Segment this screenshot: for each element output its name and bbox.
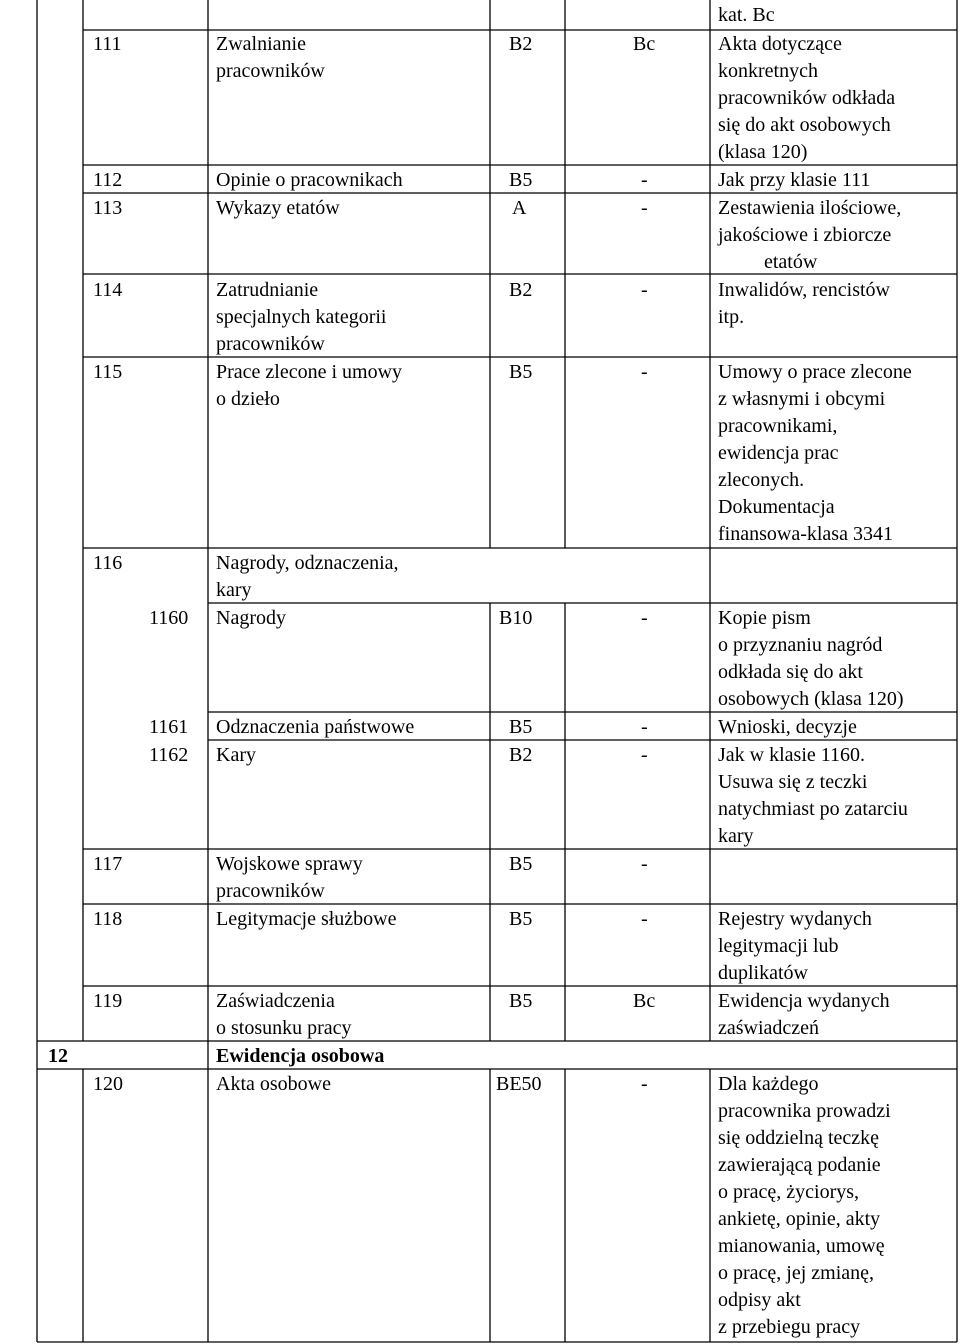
row-120-code: 120 xyxy=(93,1073,123,1095)
row-114-code: 114 xyxy=(93,279,123,301)
row-117-code: 117 xyxy=(93,853,123,875)
section-12-code: 12 xyxy=(48,1045,68,1067)
row-113-category-after: - xyxy=(641,197,648,219)
row-116-code: 116 xyxy=(93,552,123,574)
row-1162-notes: Jak w klasie 1160. Usuwa się z teczki natychmiast po zatarciu kary xyxy=(718,744,908,847)
row-114-category-after: - xyxy=(641,279,648,301)
row-120-category-after: - xyxy=(641,1073,648,1095)
row-1161-category-after: - xyxy=(641,716,648,738)
row-1162-category-after: - xyxy=(641,744,648,766)
row-113-code: 113 xyxy=(93,197,123,219)
row-117-name: Wojskowe sprawy pracowników xyxy=(216,853,363,902)
row-119-category: B5 xyxy=(509,990,533,1012)
row-119-name: Zaświadczenia o stosunku pracy xyxy=(216,990,352,1039)
row-120-notes: Dla każdego pracownika prowadzi się oddzielną teczkę zawierającą podanie o pracę, życiorys, ankietę, opinie, akty mianowania, umowę o pracę, jej zmianę, odpisy akt z przebiegu pracy xyxy=(718,1073,891,1338)
row-115-code: 115 xyxy=(93,361,123,383)
row-115-name: Prace zlecone i umowy o dzieło xyxy=(216,361,403,410)
row-1162-code: 1162 xyxy=(149,744,189,766)
column-header: kat. Bc xyxy=(718,4,775,26)
row-115-category-after: - xyxy=(641,361,648,383)
row-112-category-after: - xyxy=(641,169,648,191)
row-116-name: Nagrody, odznaczenia, kary xyxy=(216,552,399,601)
row-120-category: BE50 xyxy=(496,1073,542,1095)
row-1162-category: B2 xyxy=(509,744,533,766)
row-118-category-after: - xyxy=(641,908,648,930)
row-112-notes: Jak przy klasie 111 xyxy=(718,169,871,191)
row-119-category-after: Bc xyxy=(633,990,656,1012)
row-113-category: A xyxy=(512,197,527,219)
row-115-category: B5 xyxy=(509,361,533,383)
row-1160-category-after: - xyxy=(641,607,648,629)
row-111-code: 111 xyxy=(93,33,122,55)
row-1161-notes: Wnioski, decyzje xyxy=(718,716,857,738)
row-120-name: Akta osobowe xyxy=(216,1073,331,1095)
row-111-notes: Akta dotyczące konkretnych pracowników odkłada się do akt osobowych (klasa 120) xyxy=(718,33,896,163)
row-111-category-after: Bc xyxy=(633,33,656,55)
row-119-notes: Ewidencja wydanych zaświadczeń xyxy=(718,990,890,1039)
row-1162-name: Kary xyxy=(216,744,256,766)
row-117-category: B5 xyxy=(509,853,533,875)
row-1160-name: Nagrody xyxy=(216,607,286,629)
row-118-category: B5 xyxy=(509,908,533,930)
row-113-notes: Zestawienia ilościowe, jakościowe i zbiorcze etatów xyxy=(718,197,902,273)
row-115-notes: Umowy o prace zlecone z własnymi i obcymi pracownikami, ewidencja prac zleconych. Dokumentacja finansowa-klasa 3341 xyxy=(718,361,912,545)
row-114-name: Zatrudnianie specjalnych kategorii pracowników xyxy=(216,279,387,355)
row-112-name: Opinie o pracownikach xyxy=(216,169,403,191)
row-112-code: 112 xyxy=(93,169,123,191)
row-117-category-after: - xyxy=(641,853,648,875)
row-1160-notes: Kopie pism o przyznaniu nagród odkłada się do akt osobowych (klasa 120) xyxy=(718,607,904,710)
row-114-notes: Inwalidów, rencistów itp. xyxy=(718,279,890,328)
row-111-category: B2 xyxy=(509,33,533,55)
row-1160-code: 1160 xyxy=(149,607,189,629)
row-118-name: Legitymacje służbowe xyxy=(216,908,397,930)
row-112-category: B5 xyxy=(509,169,533,191)
section-12-name: Ewidencja osobowa xyxy=(216,1045,385,1067)
row-114-category: B2 xyxy=(509,279,533,301)
row-1161-code: 1161 xyxy=(149,716,189,738)
row-111-name: Zwalnianie pracowników xyxy=(216,33,325,82)
row-118-code: 118 xyxy=(93,908,123,930)
row-1160-category: B10 xyxy=(499,607,533,629)
row-119-code: 119 xyxy=(93,990,123,1012)
row-1161-name: Odznaczenia państwowe xyxy=(216,716,415,738)
row-113-name: Wykazy etatów xyxy=(216,197,340,219)
row-118-notes: Rejestry wydanych legitymacji lub duplikatów xyxy=(718,908,872,984)
row-1161-category: B5 xyxy=(509,716,533,738)
